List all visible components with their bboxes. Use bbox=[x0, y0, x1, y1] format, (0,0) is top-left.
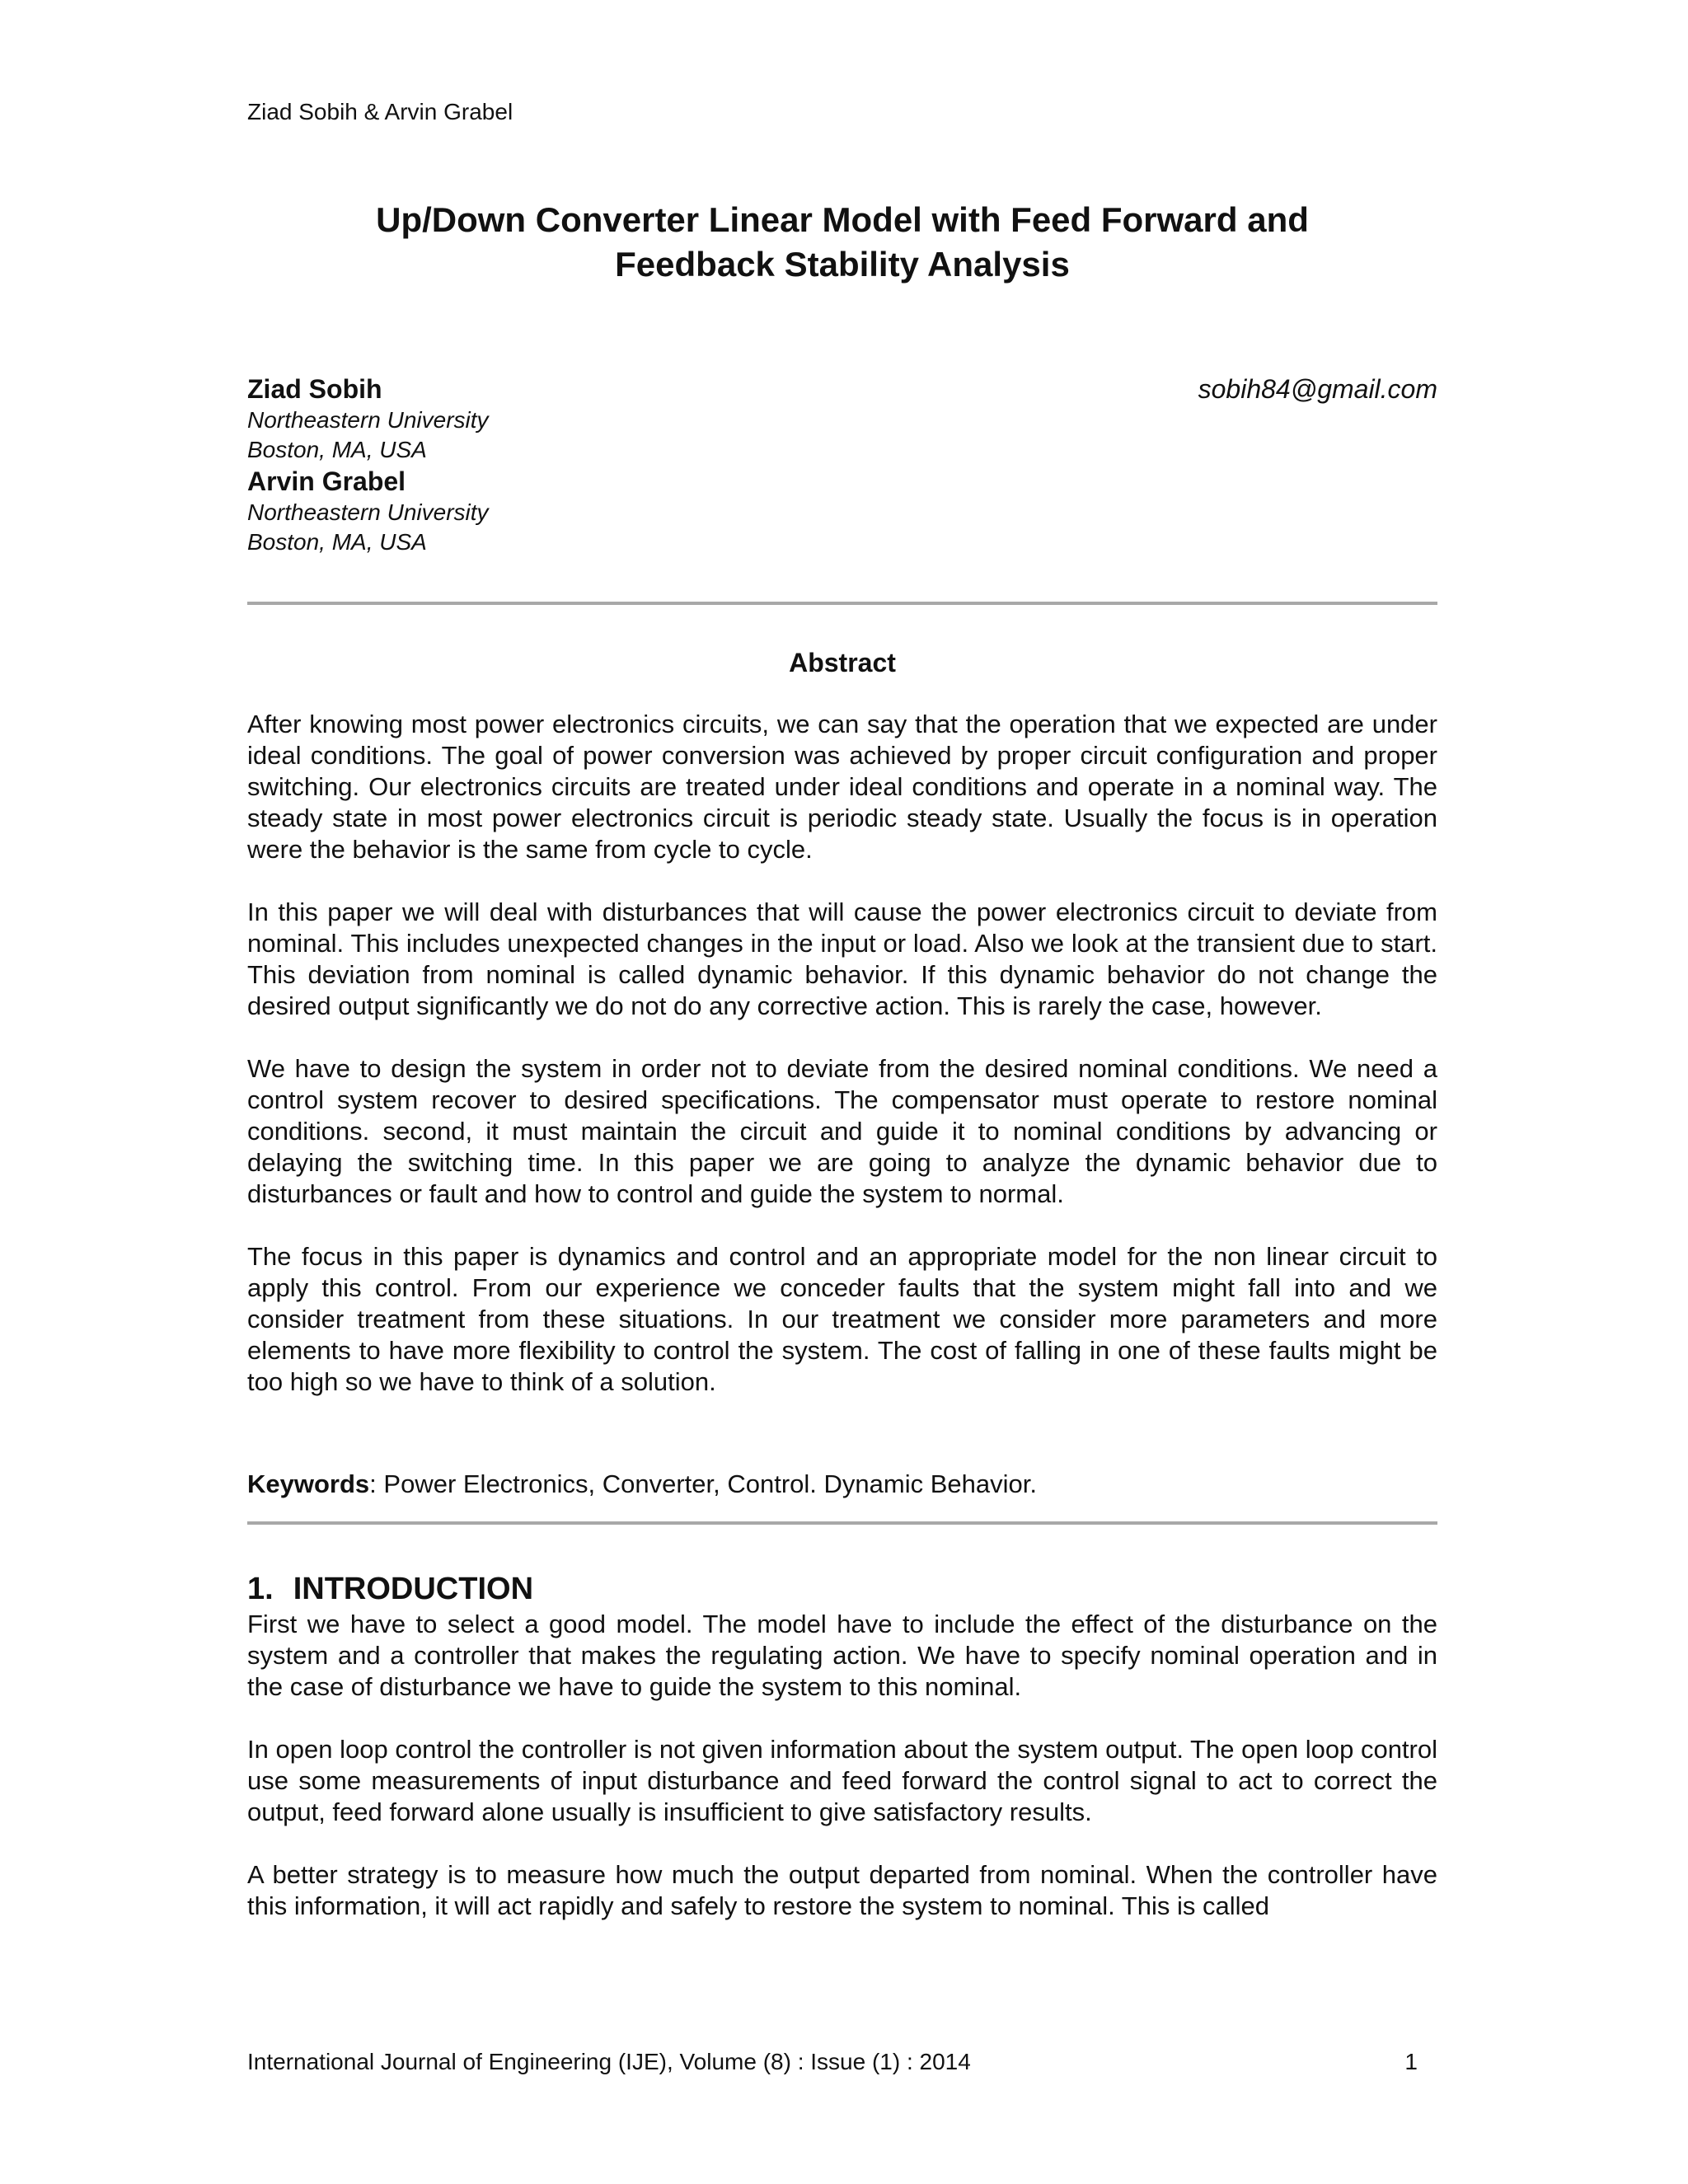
divider-bottom bbox=[247, 1521, 1437, 1525]
abstract-body bbox=[247, 709, 1437, 1429]
section-heading bbox=[247, 1571, 533, 1607]
abstract-paragraph: In this paper we will deal with disturbances that will cause the power electronics circuit to deviate from nominal. This includes unexpected changes in the input or load. Also we look at the transient due to start. This deviation from nominal is called dynamic behavior. If this dynamic behavior do not change the desired output significantly we do not do any corrective action. This is rarely the case, however. bbox=[247, 898, 1437, 1020]
section-number: 1. bbox=[247, 1572, 274, 1606]
title-line-1: Up/Down Converter Linear Model with Feed Forward and bbox=[376, 200, 1309, 239]
page-number: 1 bbox=[1404, 2049, 1418, 2074]
abstract-paragraph: We have to design the system in order not to deviate from the desired nominal conditions. We need a control system recover to desired specifications. The compensator must operate to restore nominal conditions. second, it must maintain the circuit and guide it to nominal conditions by advancing or delaying the switching time. In this paper we are going to analyze the dynamic behavior due to disturbances or fault and how to control and guide the system to normal. bbox=[247, 1054, 1437, 1208]
author-affiliation: Northeastern University bbox=[247, 499, 489, 525]
keywords-label: Keywords bbox=[247, 1469, 370, 1498]
author-location: Boston, MA, USA bbox=[247, 437, 427, 462]
divider-top bbox=[247, 602, 1437, 605]
section-title: INTRODUCTION bbox=[293, 1572, 534, 1606]
footer-journal: International Journal of Engineering (IJE), Volume (8) : Issue (1) : 2014 bbox=[247, 2049, 971, 2074]
author-block bbox=[247, 373, 1437, 557]
abstract-heading: Abstract bbox=[789, 648, 896, 677]
author-2 bbox=[247, 465, 1437, 557]
author-affiliation: Northeastern University bbox=[247, 407, 489, 433]
introduction-body bbox=[247, 1609, 1437, 1953]
abstract-paragraph: The focus in this paper is dynamics and control and an appropriate model for the non linear circuit to apply this control. From our experience we conceder faults that the system might fall into and we consider treatment from these situations. In our treatment we consider more parameters and more elements to have more flexibility to control the system. The cost of falling in one of these faults might be too high so we have to think of a solution. bbox=[247, 1242, 1437, 1396]
keywords-line bbox=[247, 1469, 1437, 1500]
author-location: Boston, MA, USA bbox=[247, 529, 427, 555]
keywords-text: : Power Electronics, Converter, Control. Dynamic Behavior. bbox=[369, 1469, 1037, 1498]
author-name: Ziad Sobih bbox=[247, 374, 382, 404]
intro-paragraph: First we have to select a good model. The model have to include the effect of the disturbance on the system and a controller that makes the regulating action. We have to specify nominal operation and in the case of disturbance we have to guide the system to this nominal. bbox=[247, 1610, 1437, 1701]
intro-paragraph: In open loop control the controller is not given information about the system output. The open loop control use some measurements of input disturbance and feed forward the control signal to act to correct the output, feed forward alone usually is insufficient to give satisfactory results. bbox=[247, 1735, 1437, 1826]
page-footer bbox=[247, 2047, 1418, 2077]
paper-title bbox=[247, 198, 1437, 287]
intro-paragraph: A better strategy is to measure how much the output departed from nominal. When the controller have this information, it will act rapidly and safely to restore the system to nominal. This is called bbox=[247, 1860, 1437, 1920]
author-name: Arvin Grabel bbox=[247, 466, 406, 496]
title-line-2: Feedback Stability Analysis bbox=[615, 245, 1070, 284]
running-head: Ziad Sobih & Arvin Grabel bbox=[247, 99, 513, 124]
abstract-paragraph: After knowing most power electronics circuits, we can say that the operation that we expected are under ideal conditions. The goal of power conversion was achieved by proper circuit configuration and proper switching. Our electronics circuits are treated under ideal conditions and operate in a nominal way. The steady state in most power electronics circuit is periodic steady state. Usually the focus is in operation were the behavior is the same from cycle to cycle. bbox=[247, 710, 1437, 864]
author-email[interactable]: sobih84@gmail.com bbox=[1198, 374, 1437, 404]
